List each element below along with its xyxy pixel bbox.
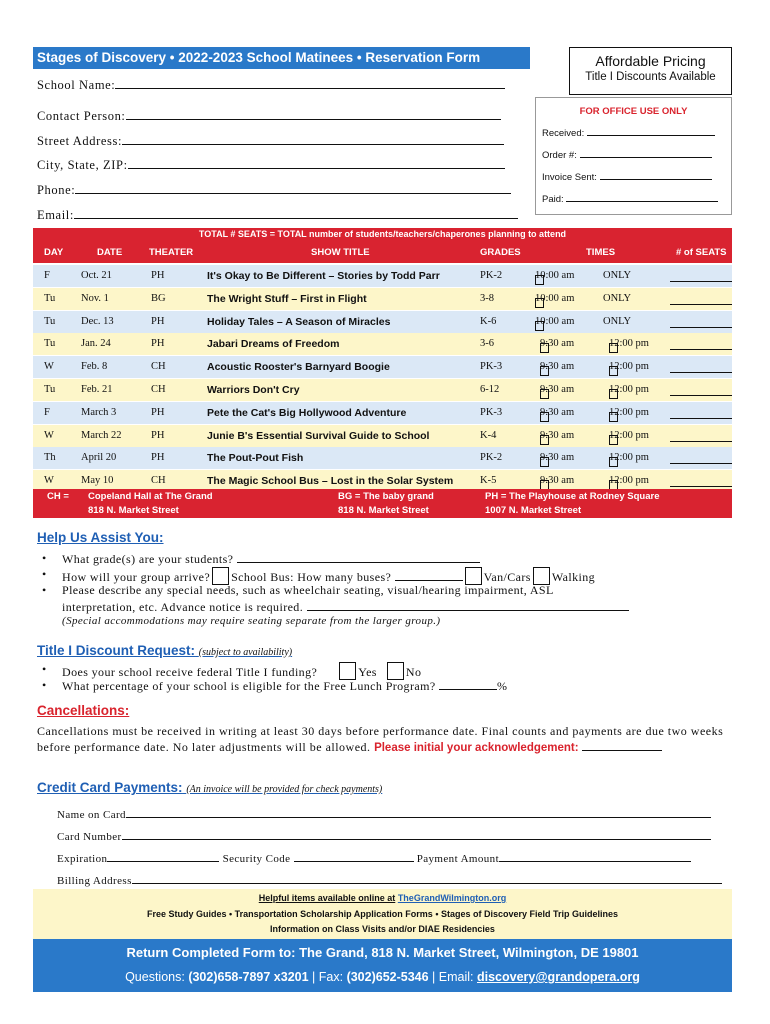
row-grades: PK-2	[480, 452, 503, 464]
row-show-title: The Wright Stuff – First in Flight	[207, 292, 367, 305]
pricing-box	[569, 47, 732, 95]
phone-label: Phone:	[37, 183, 76, 197]
phone-number: (302)658-7897 x3201	[188, 970, 309, 984]
row-grades: 3-8	[480, 292, 494, 304]
special-needs-question: • Please describe any special needs, such as wheelchair seating, visual/hearing impairment, ASL	[62, 583, 554, 598]
office-use-box	[535, 97, 732, 215]
time-option-1[interactable]	[540, 384, 574, 395]
expiration-input[interactable]	[107, 850, 219, 862]
time-option-1[interactable]	[535, 316, 574, 327]
col-times: TIMES	[586, 247, 616, 258]
table-row	[33, 288, 732, 310]
time-label: 12:00 pm	[609, 384, 649, 395]
time-label: 10:00 am	[535, 315, 575, 327]
arrival-question: • How will your group arrive? School Bus: How many buses? Van/Cars Walking	[62, 567, 595, 585]
seats-input[interactable]	[670, 418, 732, 419]
row-day: W	[44, 475, 54, 487]
row-theater: CH	[151, 361, 166, 373]
table-row	[33, 311, 732, 333]
row-show-title: Holiday Tales – A Season of Miracles	[207, 315, 391, 328]
time-checkbox[interactable]	[535, 321, 544, 331]
time-option-2[interactable]	[609, 338, 649, 349]
time-only-label: ONLY	[603, 270, 632, 281]
col-show-title: SHOW TITLE	[311, 247, 370, 258]
office-paid-field[interactable]: Paid:	[542, 193, 731, 205]
time-label: 12:00 pm	[609, 475, 649, 487]
title1-funding-question: • Does your school receive federal Title I funding? Yes No	[62, 662, 421, 680]
legend-ch-name: Copeland Hall at The Grand	[88, 491, 213, 502]
free-lunch-question: • What percentage of your school is eligible for the Free Lunch Program? %	[62, 678, 507, 694]
row-grades: 6-12	[480, 384, 500, 395]
city-state-zip-label: City, State, ZIP:	[37, 158, 128, 172]
row-grades: PK-2	[480, 270, 503, 281]
time-checkbox[interactable]	[540, 389, 549, 399]
time-option-1[interactable]	[540, 361, 574, 372]
table-row	[33, 447, 732, 469]
free-lunch-input[interactable]	[439, 678, 497, 690]
row-show-title: Warriors Don't Cry	[207, 384, 300, 396]
time-option-2[interactable]	[609, 452, 649, 463]
row-date: Feb. 21	[81, 384, 113, 395]
website-link[interactable]: TheGrandWilmington.org	[397, 893, 507, 903]
time-checkbox[interactable]	[609, 366, 618, 376]
helpful-line-1: Helpful items available online at TheGrandWilmington.org	[258, 893, 507, 903]
col-grades: GRADES	[480, 247, 521, 258]
table-row	[33, 425, 732, 447]
row-day: Tu	[44, 384, 56, 395]
row-theater: PH	[151, 452, 165, 464]
col-date: DATE	[97, 247, 123, 258]
time-label: 9:30 am	[540, 361, 575, 373]
card-number-field[interactable]: Card Number	[57, 828, 711, 843]
row-date: May 10	[81, 475, 114, 487]
table-row	[33, 379, 732, 401]
row-theater: BG	[151, 292, 166, 304]
legend-ph-name: PH = The Playhouse at Rodney Square	[485, 491, 660, 502]
row-day: Tu	[44, 292, 56, 304]
street-address-field[interactable]	[37, 133, 504, 149]
table-row	[33, 402, 732, 424]
credit-card-note: (An invoice will be provided for check payments)	[186, 784, 383, 795]
contact-line: Questions: (302)658-7897 x3201 | Fax: (302)652-5346 | Email: discovery@grandopera.org	[125, 970, 640, 984]
row-show-title: The Pout-Pout Fish	[207, 452, 304, 465]
row-day: W	[44, 429, 54, 441]
row-day: Tu	[44, 315, 56, 327]
time-option-2[interactable]	[609, 475, 649, 486]
cancellations-text: Cancellations must be received in writing at least 30 days before performance date. Final counts and payments are due two weeks before performance date. No later adjustments will be allowed. Please initial your acknowledgement:	[37, 724, 724, 754]
row-date: Dec. 13	[81, 315, 114, 327]
pricing-title: Affordable Pricing	[595, 53, 706, 69]
time-checkbox[interactable]	[535, 275, 544, 285]
legend-ch-key: CH =	[47, 491, 69, 502]
row-date: Oct. 21	[81, 270, 112, 281]
contact-person-label: Contact Person:	[37, 109, 126, 123]
school-name-field[interactable]	[37, 77, 505, 93]
card-details-line: Expiration Security Code Payment Amount	[57, 850, 691, 865]
card-name-field[interactable]: Name on Card	[57, 806, 711, 821]
return-address: Return Completed Form to: The Grand, 818 N. Market Street, Wilmington, DE 19801	[126, 945, 639, 960]
time-label: 10:00 am	[535, 292, 575, 304]
time-checkbox[interactable]	[540, 457, 549, 467]
special-needs-line: interpretation, etc. Advance notice is required.	[62, 599, 629, 615]
legend-ch-address: 818 N. Market Street	[88, 505, 179, 516]
row-show-title: The Magic School Bus – Lost in the Solar System	[207, 475, 454, 488]
credit-card-title: Credit Card Payments: (An invoice will be provided for check payments)	[37, 780, 383, 795]
office-invoice-field[interactable]: Invoice Sent:	[542, 171, 731, 183]
row-theater: PH	[151, 338, 165, 350]
time-label: 9:30 am	[540, 475, 575, 487]
row-date: March 22	[81, 429, 122, 441]
time-option-1[interactable]	[540, 338, 574, 349]
assist-section-title: Help Us Assist You:	[37, 530, 164, 545]
row-theater: PH	[151, 406, 165, 418]
seats-input[interactable]	[670, 441, 732, 442]
time-label: 9:30 am	[540, 406, 575, 418]
time-label: 12:00 pm	[609, 452, 649, 464]
time-checkbox[interactable]	[609, 412, 618, 422]
time-only-label: ONLY	[603, 315, 632, 327]
time-checkbox[interactable]	[609, 343, 618, 353]
row-grades: K-6	[480, 315, 497, 327]
special-needs-note: (Special accommodations may require seating separate from the larger group.)	[62, 615, 441, 627]
special-needs-input[interactable]	[307, 599, 629, 611]
seats-input[interactable]	[670, 463, 732, 464]
street-address-label: Street Address:	[37, 134, 123, 148]
seats-input[interactable]	[670, 281, 732, 282]
time-checkbox[interactable]	[609, 389, 618, 399]
row-theater: PH	[151, 270, 165, 281]
time-option-2[interactable]	[609, 361, 649, 372]
return-footer	[33, 939, 732, 992]
seats-input[interactable]	[670, 349, 732, 350]
row-grades: K-5	[480, 475, 497, 487]
office-received-field[interactable]: Received:	[542, 127, 731, 139]
row-show-title: Pete the Cat's Big Hollywood Adventure	[207, 406, 407, 419]
row-theater: CH	[151, 384, 166, 395]
time-label: 10:00 am	[535, 270, 575, 281]
helpful-items-box	[33, 889, 732, 939]
time-option-2[interactable]	[609, 407, 649, 418]
office-use-title: FOR OFFICE USE ONLY	[579, 106, 688, 117]
table-row	[33, 333, 732, 355]
row-theater: CH	[151, 475, 166, 487]
seats-input[interactable]	[670, 486, 732, 487]
row-date: Feb. 8	[81, 361, 108, 373]
time-only-label: ONLY	[603, 292, 632, 304]
row-grades: PK-3	[480, 361, 503, 373]
table-row	[33, 356, 732, 378]
theater-legend	[33, 489, 732, 518]
row-show-title: Junie B's Essential Survival Guide to School	[207, 429, 430, 442]
row-show-title: Acoustic Rooster's Barnyard Boogie	[207, 361, 390, 374]
row-show-title: It's Okay to Be Different – Stories by Todd Parr	[207, 270, 440, 282]
time-checkbox[interactable]	[609, 435, 618, 445]
title1-section-title: Title I Discount Request: (subject to availability)	[37, 643, 293, 658]
seats-input[interactable]	[670, 395, 732, 396]
row-show-title: Jabari Dreams of Freedom	[207, 338, 340, 351]
row-day: W	[44, 361, 54, 373]
row-day: F	[44, 270, 50, 281]
time-option-1[interactable]	[535, 270, 574, 281]
time-label: 9:30 am	[540, 338, 575, 350]
time-option-1[interactable]	[540, 452, 574, 463]
row-theater: PH	[151, 429, 165, 441]
legend-bg-address: 818 N. Market Street	[338, 505, 429, 516]
grades-question: • What grade(s) are your students?	[62, 551, 480, 567]
phone-field[interactable]	[37, 182, 511, 198]
initial-prompt: Please initial your acknowledgement:	[374, 742, 579, 754]
grades-input[interactable]	[237, 551, 480, 563]
seats-input[interactable]	[670, 372, 732, 373]
time-option-2[interactable]	[609, 384, 649, 395]
bus-count-input[interactable]	[395, 569, 463, 581]
time-label: 9:30 am	[540, 429, 575, 441]
time-option-1[interactable]	[540, 430, 574, 441]
time-option-1[interactable]	[535, 293, 574, 304]
helpful-line-2: Free Study Guides • Transportation Scholarship Application Forms • Stages of Discovery Field Trip Guidelines	[146, 909, 619, 919]
payment-amount-input[interactable]	[499, 850, 691, 862]
time-label: 12:00 pm	[609, 429, 649, 441]
row-grades: PK-3	[480, 406, 503, 418]
time-checkbox[interactable]	[540, 366, 549, 376]
form-title-banner: Stages of Discovery • 2022-2023 School Matinees • Reservation Form	[33, 47, 530, 69]
city-state-zip-field[interactable]	[37, 157, 505, 173]
school-name-label: School Name:	[37, 78, 116, 92]
row-theater: PH	[151, 315, 165, 327]
time-checkbox[interactable]	[609, 457, 618, 467]
helpful-line-3: Information on Class Visits and/or DIAE Residencies	[270, 924, 495, 934]
time-label: 9:30 am	[540, 452, 575, 464]
pricing-subtitle: Title I Discounts Available	[585, 71, 716, 83]
row-day: Tu	[44, 338, 56, 350]
time-option-2[interactable]	[609, 430, 649, 441]
title1-note: (subject to availability)	[198, 647, 293, 658]
row-date: March 3	[81, 406, 117, 418]
row-date: April 20	[81, 452, 117, 464]
row-date: Jan. 24	[81, 338, 111, 350]
time-option-1[interactable]	[540, 407, 574, 418]
row-day: F	[44, 406, 50, 418]
seats-input[interactable]	[670, 304, 732, 305]
time-label: 12:00 pm	[609, 338, 649, 350]
legend-bg-name: BG = The baby grand	[338, 491, 434, 502]
table-row	[33, 265, 732, 287]
time-checkbox[interactable]	[535, 298, 544, 308]
row-day: Th	[44, 452, 56, 464]
fax-number: (302)652-5346	[346, 970, 429, 984]
time-label: 12:00 pm	[609, 406, 649, 418]
col-seats: # of SEATS	[676, 247, 727, 258]
seats-input[interactable]	[670, 327, 732, 328]
row-grades: K-4	[480, 429, 497, 441]
time-checkbox[interactable]	[540, 435, 549, 445]
billing-address-field[interactable]: Billing Address	[57, 872, 722, 887]
time-checkbox[interactable]	[540, 343, 549, 353]
schedule-table-header	[33, 241, 732, 263]
row-date: Nov. 1	[81, 292, 109, 304]
office-order-field[interactable]: Order #:	[542, 149, 731, 161]
total-seats-note: TOTAL # SEATS = TOTAL number of students/teachers/chaperones planning to attend	[33, 228, 732, 241]
time-label: 9:30 am	[540, 384, 575, 395]
legend-ph-address: 1007 N. Market Street	[485, 505, 582, 516]
email-field[interactable]	[37, 207, 518, 223]
contact-person-field[interactable]	[37, 108, 501, 124]
email-label: Email:	[37, 208, 74, 222]
col-day: DAY	[44, 247, 64, 258]
time-label: 12:00 pm	[609, 361, 649, 373]
row-grades: 3-6	[480, 338, 494, 350]
initial-input[interactable]	[582, 739, 662, 751]
time-checkbox[interactable]	[540, 412, 549, 422]
security-code-input[interactable]	[294, 850, 414, 862]
email-link[interactable]: discovery@grandopera.org	[477, 970, 640, 984]
col-theater: THEATER	[149, 247, 194, 258]
time-option-1[interactable]	[540, 475, 574, 486]
cancellations-title: Cancellations:	[37, 703, 130, 718]
